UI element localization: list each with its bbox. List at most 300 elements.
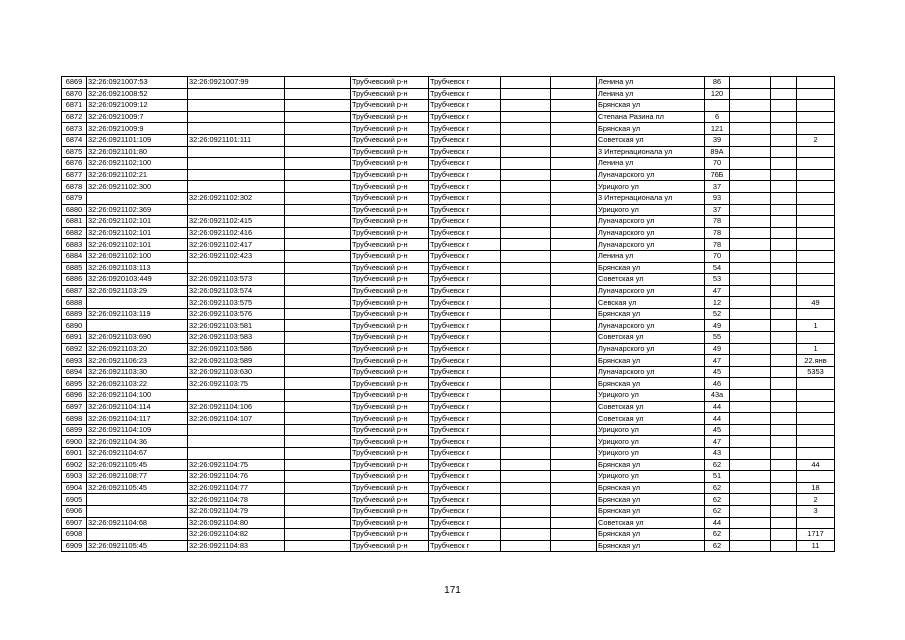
empty-cell [501, 216, 551, 228]
cadastral-number-cell: 32:26:0921106:23 [87, 355, 188, 367]
linked-cadastral-number-cell: 32:26:0921103:586 [188, 343, 285, 355]
empty-cell [501, 529, 551, 541]
registry-table [61, 76, 835, 552]
house-number-cell: 12 [705, 297, 730, 309]
empty-cell [501, 204, 551, 216]
street-cell: Брянская ул [597, 262, 705, 274]
apartment-cell: 22.янв [797, 355, 835, 367]
row-number-cell: 6878 [62, 181, 87, 193]
empty-cell [730, 123, 771, 135]
empty-cell [730, 448, 771, 460]
empty-cell [771, 494, 797, 506]
row-number-cell: 6902 [62, 459, 87, 471]
empty-cell [771, 471, 797, 483]
empty-cell [501, 274, 551, 286]
empty-cell [771, 77, 797, 89]
apartment-cell [797, 401, 835, 413]
city-cell: Трубчевск г [429, 413, 501, 425]
apartment-cell: 2 [797, 494, 835, 506]
table-row [62, 239, 835, 251]
table-row [62, 390, 835, 402]
house-number-cell: 39 [705, 134, 730, 146]
empty-cell [285, 401, 351, 413]
house-number-cell: 47 [705, 436, 730, 448]
empty-cell [551, 274, 597, 286]
table-row [62, 285, 835, 297]
region-cell: Трубчевский р-н [351, 390, 429, 402]
row-number-cell: 6905 [62, 494, 87, 506]
street-cell: Брянская ул [597, 378, 705, 390]
street-cell: Советская ул [597, 413, 705, 425]
region-cell: Трубчевский р-н [351, 505, 429, 517]
empty-cell [771, 436, 797, 448]
empty-cell [551, 181, 597, 193]
empty-cell [551, 343, 597, 355]
empty-cell [501, 366, 551, 378]
empty-cell [551, 424, 597, 436]
city-cell: Трубчевск г [429, 297, 501, 309]
city-cell: Трубчевск г [429, 88, 501, 100]
empty-cell [771, 355, 797, 367]
empty-cell [285, 88, 351, 100]
row-number-cell: 6870 [62, 88, 87, 100]
city-cell: Трубчевск г [429, 529, 501, 541]
cadastral-number-cell: 32:26:0921103:113 [87, 262, 188, 274]
cadastral-number-cell: 32:26:0920103:449 [87, 274, 188, 286]
cadastral-number-cell: 32:26:0921009:12 [87, 100, 188, 112]
table-row [62, 366, 835, 378]
apartment-cell: 1 [797, 343, 835, 355]
empty-cell [501, 343, 551, 355]
row-number-cell: 6869 [62, 77, 87, 89]
cadastral-number-cell [87, 529, 188, 541]
cadastral-number-cell: 32:26:0921104:67 [87, 448, 188, 460]
city-cell: Трубчевск г [429, 134, 501, 146]
empty-cell [501, 146, 551, 158]
empty-cell [551, 320, 597, 332]
empty-cell [771, 88, 797, 100]
row-number-cell: 6897 [62, 401, 87, 413]
street-cell: Ленина ул [597, 250, 705, 262]
empty-cell [285, 100, 351, 112]
street-cell: Брянская ул [597, 494, 705, 506]
empty-cell [501, 332, 551, 344]
cadastral-number-cell [87, 494, 188, 506]
table-row [62, 134, 835, 146]
region-cell: Трубчевский р-н [351, 320, 429, 332]
empty-cell [730, 390, 771, 402]
empty-cell [285, 505, 351, 517]
house-number-cell: 70 [705, 250, 730, 262]
apartment-cell [797, 169, 835, 181]
region-cell: Трубчевский р-н [351, 262, 429, 274]
empty-cell [551, 540, 597, 552]
row-number-cell: 6879 [62, 192, 87, 204]
empty-cell [501, 227, 551, 239]
empty-cell [501, 111, 551, 123]
empty-cell [771, 227, 797, 239]
row-number-cell: 6904 [62, 482, 87, 494]
row-number-cell: 6880 [62, 204, 87, 216]
region-cell: Трубчевский р-н [351, 436, 429, 448]
cadastral-number-cell: 32:26:0921102:101 [87, 227, 188, 239]
row-number-cell: 6882 [62, 227, 87, 239]
empty-cell [730, 100, 771, 112]
city-cell: Трубчевск г [429, 204, 501, 216]
region-cell: Трубчевский р-н [351, 181, 429, 193]
row-number-cell: 6891 [62, 332, 87, 344]
street-cell: Ленина ул [597, 158, 705, 170]
street-cell: Луначарского ул [597, 216, 705, 228]
table-row [62, 192, 835, 204]
empty-cell [285, 494, 351, 506]
row-number-cell: 6876 [62, 158, 87, 170]
empty-cell [730, 262, 771, 274]
row-number-cell: 6889 [62, 308, 87, 320]
city-cell: Трубчевск г [429, 424, 501, 436]
empty-cell [285, 111, 351, 123]
empty-cell [551, 192, 597, 204]
house-number-cell: 121 [705, 123, 730, 135]
city-cell: Трубчевск г [429, 100, 501, 112]
house-number-cell: 47 [705, 285, 730, 297]
cadastral-number-cell: 32:26:0921104:109 [87, 424, 188, 436]
region-cell: Трубчевский р-н [351, 123, 429, 135]
empty-cell [551, 88, 597, 100]
empty-cell [771, 308, 797, 320]
region-cell: Трубчевский р-н [351, 424, 429, 436]
cadastral-number-cell: 32:26:0921103:30 [87, 366, 188, 378]
linked-cadastral-number-cell [188, 436, 285, 448]
table-body [62, 77, 835, 552]
apartment-cell [797, 216, 835, 228]
house-number-cell: 51 [705, 471, 730, 483]
table-row [62, 436, 835, 448]
cadastral-number-cell: 32:26:0921104:68 [87, 517, 188, 529]
street-cell: Брянская ул [597, 355, 705, 367]
empty-cell [285, 123, 351, 135]
linked-cadastral-number-cell: 32:26:0921102:417 [188, 239, 285, 251]
city-cell: Трубчевск г [429, 181, 501, 193]
empty-cell [501, 181, 551, 193]
empty-cell [771, 320, 797, 332]
region-cell: Трубчевский р-н [351, 355, 429, 367]
row-number-cell: 6903 [62, 471, 87, 483]
empty-cell [501, 134, 551, 146]
empty-cell [771, 343, 797, 355]
empty-cell [551, 262, 597, 274]
empty-cell [730, 482, 771, 494]
house-number-cell: 49 [705, 320, 730, 332]
empty-cell [771, 413, 797, 425]
table-row [62, 424, 835, 436]
linked-cadastral-number-cell: 32:26:0921102:415 [188, 216, 285, 228]
empty-cell [285, 459, 351, 471]
empty-cell [501, 169, 551, 181]
apartment-cell [797, 111, 835, 123]
apartment-cell [797, 181, 835, 193]
cadastral-number-cell: 32:26:0921101:109 [87, 134, 188, 146]
house-number-cell: 76Б [705, 169, 730, 181]
empty-cell [551, 227, 597, 239]
street-cell: Брянская ул [597, 529, 705, 541]
apartment-cell [797, 517, 835, 529]
empty-cell [730, 88, 771, 100]
row-number-cell: 6906 [62, 505, 87, 517]
table-row [62, 146, 835, 158]
empty-cell [551, 285, 597, 297]
empty-cell [501, 88, 551, 100]
region-cell: Трубчевский р-н [351, 343, 429, 355]
empty-cell [501, 262, 551, 274]
apartment-cell: 5353 [797, 366, 835, 378]
street-cell: Советская ул [597, 517, 705, 529]
region-cell: Трубчевский р-н [351, 529, 429, 541]
row-number-cell: 6875 [62, 146, 87, 158]
house-number-cell: 37 [705, 181, 730, 193]
city-cell: Трубчевск г [429, 471, 501, 483]
city-cell: Трубчевск г [429, 262, 501, 274]
empty-cell [730, 146, 771, 158]
empty-cell [501, 250, 551, 262]
empty-cell [501, 517, 551, 529]
house-number-cell: 52 [705, 308, 730, 320]
empty-cell [285, 239, 351, 251]
street-cell: Брянская ул [597, 123, 705, 135]
empty-cell [501, 459, 551, 471]
linked-cadastral-number-cell: 32:26:0921104:83 [188, 540, 285, 552]
page-number: 171 [444, 585, 461, 596]
empty-cell [551, 123, 597, 135]
empty-cell [285, 158, 351, 170]
empty-cell [730, 111, 771, 123]
row-number-cell: 6890 [62, 320, 87, 332]
city-cell: Трубчевск г [429, 390, 501, 402]
empty-cell [551, 158, 597, 170]
street-cell: Севская ул [597, 297, 705, 309]
empty-cell [730, 471, 771, 483]
empty-cell [551, 134, 597, 146]
empty-cell [285, 285, 351, 297]
linked-cadastral-number-cell: 32:26:0921103:573 [188, 274, 285, 286]
region-cell: Трубчевский р-н [351, 239, 429, 251]
empty-cell [501, 413, 551, 425]
street-cell: Брянская ул [597, 505, 705, 517]
cadastral-number-cell: 32:26:0921108:77 [87, 471, 188, 483]
linked-cadastral-number-cell: 32:26:0921103:75 [188, 378, 285, 390]
house-number-cell: 89А [705, 146, 730, 158]
table-row [62, 274, 835, 286]
street-cell: Степана Разина пл [597, 111, 705, 123]
empty-cell [551, 169, 597, 181]
cadastral-number-cell: 32:26:0921105:45 [87, 459, 188, 471]
empty-cell [501, 505, 551, 517]
cadastral-number-cell: 32:26:0921102:100 [87, 158, 188, 170]
house-number-cell: 54 [705, 262, 730, 274]
house-number-cell: 86 [705, 77, 730, 89]
empty-cell [551, 448, 597, 460]
house-number-cell: 46 [705, 378, 730, 390]
row-number-cell: 6874 [62, 134, 87, 146]
apartment-cell [797, 436, 835, 448]
linked-cadastral-number-cell: 32:26:0921102:302 [188, 192, 285, 204]
city-cell: Трубчевск г [429, 494, 501, 506]
empty-cell [285, 262, 351, 274]
empty-cell [501, 540, 551, 552]
table-row [62, 471, 835, 483]
apartment-cell [797, 308, 835, 320]
row-number-cell: 6881 [62, 216, 87, 228]
street-cell: Ленина ул [597, 77, 705, 89]
row-number-cell: 6885 [62, 262, 87, 274]
region-cell: Трубчевский р-н [351, 366, 429, 378]
house-number-cell: 62 [705, 494, 730, 506]
empty-cell [771, 517, 797, 529]
apartment-cell [797, 250, 835, 262]
empty-cell [285, 471, 351, 483]
empty-cell [285, 413, 351, 425]
row-number-cell: 6887 [62, 285, 87, 297]
empty-cell [771, 285, 797, 297]
empty-cell [551, 111, 597, 123]
empty-cell [730, 77, 771, 89]
table-row [62, 482, 835, 494]
apartment-cell [797, 390, 835, 402]
house-number-cell: 120 [705, 88, 730, 100]
empty-cell [285, 424, 351, 436]
empty-cell [771, 332, 797, 344]
city-cell: Трубчевск г [429, 146, 501, 158]
street-cell: Урицкого ул [597, 181, 705, 193]
empty-cell [551, 332, 597, 344]
empty-cell [771, 262, 797, 274]
empty-cell [730, 355, 771, 367]
street-cell: Урицкого ул [597, 436, 705, 448]
empty-cell [771, 250, 797, 262]
street-cell: Брянская ул [597, 540, 705, 552]
apartment-cell [797, 332, 835, 344]
empty-cell [551, 146, 597, 158]
apartment-cell [797, 424, 835, 436]
table-row [62, 88, 835, 100]
street-cell: Луначарского ул [597, 285, 705, 297]
region-cell: Трубчевский р-н [351, 111, 429, 123]
region-cell: Трубчевский р-н [351, 204, 429, 216]
linked-cadastral-number-cell: 32:26:0921104:107 [188, 413, 285, 425]
street-cell: Урицкого ул [597, 424, 705, 436]
city-cell: Трубчевск г [429, 459, 501, 471]
house-number-cell: 70 [705, 158, 730, 170]
empty-cell [551, 390, 597, 402]
empty-cell [501, 355, 551, 367]
empty-cell [501, 378, 551, 390]
house-number-cell: 62 [705, 540, 730, 552]
table-row [62, 378, 835, 390]
apartment-cell [797, 158, 835, 170]
street-cell: Брянская ул [597, 459, 705, 471]
street-cell: Советская ул [597, 134, 705, 146]
empty-cell [771, 424, 797, 436]
empty-cell [730, 494, 771, 506]
empty-cell [730, 308, 771, 320]
empty-cell [285, 134, 351, 146]
row-number-cell: 6909 [62, 540, 87, 552]
apartment-cell [797, 262, 835, 274]
empty-cell [771, 100, 797, 112]
cadastral-number-cell: 32:26:0921009:9 [87, 123, 188, 135]
linked-cadastral-number-cell [188, 158, 285, 170]
empty-cell [285, 250, 351, 262]
region-cell: Трубчевский р-н [351, 517, 429, 529]
city-cell: Трубчевск г [429, 192, 501, 204]
empty-cell [551, 216, 597, 228]
cadastral-number-cell: 32:26:0921103:29 [87, 285, 188, 297]
empty-cell [501, 192, 551, 204]
cadastral-number-cell: 32:26:0921103:690 [87, 332, 188, 344]
empty-cell [285, 378, 351, 390]
linked-cadastral-number-cell: 32:26:0921007:99 [188, 77, 285, 89]
cadastral-number-cell: 32:26:0921105:45 [87, 540, 188, 552]
house-number-cell: 49 [705, 343, 730, 355]
empty-cell [285, 308, 351, 320]
empty-cell [501, 123, 551, 135]
empty-cell [551, 239, 597, 251]
empty-cell [551, 100, 597, 112]
cadastral-number-cell: 32:26:0921008:52 [87, 88, 188, 100]
linked-cadastral-number-cell [188, 88, 285, 100]
empty-cell [730, 192, 771, 204]
linked-cadastral-number-cell: 32:26:0921101:111 [188, 134, 285, 146]
empty-cell [771, 390, 797, 402]
table-row [62, 123, 835, 135]
apartment-cell: 18 [797, 482, 835, 494]
empty-cell [501, 494, 551, 506]
region-cell: Трубчевский р-н [351, 448, 429, 460]
city-cell: Трубчевск г [429, 239, 501, 251]
region-cell: Трубчевский р-н [351, 285, 429, 297]
empty-cell [771, 181, 797, 193]
table-row [62, 308, 835, 320]
apartment-cell: 49 [797, 297, 835, 309]
street-cell: Брянская ул [597, 482, 705, 494]
empty-cell [551, 459, 597, 471]
table-row [62, 355, 835, 367]
empty-cell [730, 169, 771, 181]
cadastral-number-cell: 32:26:0921102:369 [87, 204, 188, 216]
empty-cell [551, 482, 597, 494]
cadastral-number-cell: 32:26:0921101:80 [87, 146, 188, 158]
empty-cell [501, 297, 551, 309]
empty-cell [501, 448, 551, 460]
city-cell: Трубчевск г [429, 378, 501, 390]
linked-cadastral-number-cell: 32:26:0921104:78 [188, 494, 285, 506]
table-row [62, 529, 835, 541]
empty-cell [771, 134, 797, 146]
table-row [62, 320, 835, 332]
row-number-cell: 6895 [62, 378, 87, 390]
empty-cell [771, 401, 797, 413]
city-cell: Трубчевск г [429, 401, 501, 413]
empty-cell [551, 517, 597, 529]
linked-cadastral-number-cell: 32:26:0921104:79 [188, 505, 285, 517]
apartment-cell: 3 [797, 505, 835, 517]
empty-cell [771, 297, 797, 309]
empty-cell [501, 471, 551, 483]
region-cell: Трубчевский р-н [351, 459, 429, 471]
empty-cell [285, 390, 351, 402]
empty-cell [771, 204, 797, 216]
empty-cell [730, 459, 771, 471]
